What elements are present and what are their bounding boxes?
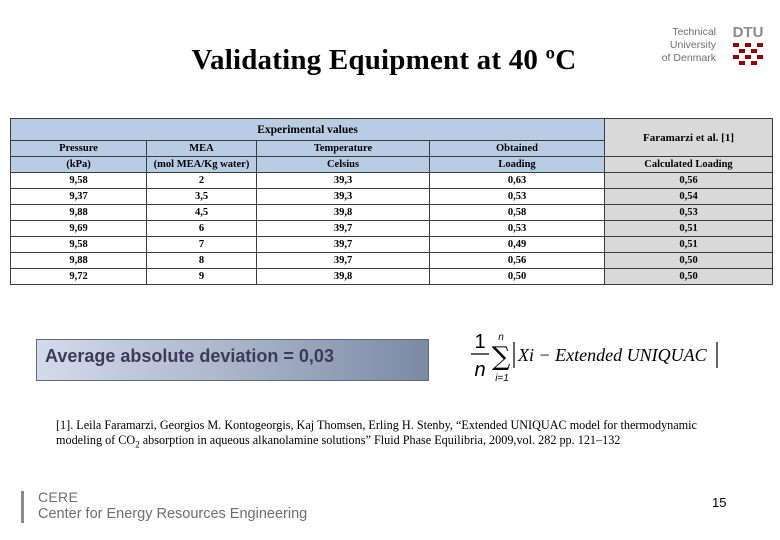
table-cell: 0,51 — [605, 221, 773, 237]
table-cell: 39,3 — [257, 173, 430, 189]
table-cell: 0,53 — [430, 221, 605, 237]
reference-part-a: [1]. Leila Faramarzi, Georgios M. Kontogeorgis, Kaj Thomsen, Erling H. Stenby, “Extended UNIQUAC model for thermodynamic modeling of CO — [56, 418, 697, 447]
experimental-table — [10, 118, 772, 294]
table-cell: 3,5 — [147, 189, 257, 205]
dtu-logo — [628, 22, 768, 72]
table-row — [11, 269, 773, 285]
table-row — [11, 173, 773, 189]
aad-formula — [468, 326, 728, 390]
footer-org-short: CERE — [38, 489, 79, 505]
unit-pressure: (kPa) — [11, 157, 147, 173]
table-row — [11, 205, 773, 221]
table-cell: 0,63 — [430, 173, 605, 189]
formula-sum-icon: ∑ — [491, 342, 511, 372]
slide-title: Validating Equipment at 40 ºC — [191, 44, 577, 76]
reference-part-b: absorption in aqueous alkanolamine solutions” Fluid Phase Equilibria, 2009,vol. 282 pp. 121–132 — [139, 433, 621, 447]
table-cell: 0,50 — [430, 269, 605, 285]
formula-denominator: n — [474, 359, 486, 381]
logo-text — [628, 26, 716, 65]
logo-line-1: Technical University — [669, 26, 716, 51]
table-cell: 39,7 — [257, 221, 430, 237]
table-cell: 2 — [147, 173, 257, 189]
table-cell: 9 — [147, 269, 257, 285]
aad-box — [36, 339, 429, 381]
table-cell: 0,50 — [605, 253, 773, 269]
col-header-pressure: Pressure — [11, 141, 147, 157]
col-header-temperature: Temperature — [257, 141, 430, 157]
col-header-obtained: Obtained — [430, 141, 605, 157]
table-cell: 0,56 — [430, 253, 605, 269]
formula-sum-bottom: i=1 — [495, 373, 509, 384]
dtu-mark-icon — [730, 22, 766, 72]
unit-calculated: Calculated Loading — [605, 157, 773, 173]
table-cell: 9,69 — [11, 221, 147, 237]
table-row — [11, 189, 773, 205]
reference-header: Faramarzi et al. [1] — [605, 119, 773, 157]
logo-line-2: of Denmark — [661, 52, 716, 64]
table-cell: 9,37 — [11, 189, 147, 205]
table-cell: 9,58 — [11, 173, 147, 189]
data-table — [10, 118, 773, 285]
footer-divider — [21, 491, 24, 523]
table-cell: 39,7 — [257, 253, 430, 269]
unit-mea: (mol MEA/Kg water) — [147, 157, 257, 173]
table-cell: 9,72 — [11, 269, 147, 285]
table-cell: 9,88 — [11, 253, 147, 269]
footer-org-long: Center for Energy Resources Engineering — [38, 506, 308, 522]
table-cell: 9,88 — [11, 205, 147, 221]
group-header: Experimental values — [11, 119, 605, 141]
aad-label: Average absolute deviation = 0,03 — [45, 346, 334, 366]
table-cell: 8 — [147, 253, 257, 269]
table-cell: 0,50 — [605, 269, 773, 285]
dtu-mark-text: DTU — [732, 24, 764, 41]
table-cell: 7 — [147, 237, 257, 253]
table-cell: 0,49 — [430, 237, 605, 253]
table-cell: 0,54 — [605, 189, 773, 205]
table-cell: 0,53 — [430, 189, 605, 205]
table-cell: 39,8 — [257, 205, 430, 221]
table-row — [11, 237, 773, 253]
table-cell: 0,56 — [605, 173, 773, 189]
col-header-mea: MEA — [147, 141, 257, 157]
table-cell: 4,5 — [147, 205, 257, 221]
table-cell: 0,53 — [605, 205, 773, 221]
table-cell: 0,51 — [605, 237, 773, 253]
reference-text — [56, 418, 746, 452]
table-cell: 0,58 — [430, 205, 605, 221]
table-cell: 39,7 — [257, 237, 430, 253]
table-row — [11, 253, 773, 269]
table-cell: 9,58 — [11, 237, 147, 253]
table-row — [11, 221, 773, 237]
page-number: 15 — [712, 495, 727, 510]
formula-numerator: 1 — [474, 331, 486, 353]
formula-sum-top: n — [498, 332, 504, 343]
reference-subscript: 2 — [135, 439, 140, 450]
unit-temperature: Celsius — [257, 157, 430, 173]
table-cell: 39,8 — [257, 269, 430, 285]
unit-obtained: Loading — [430, 157, 605, 173]
table-cell: 39,3 — [257, 189, 430, 205]
formula-body: Xi − Extended UNIQUAC — [518, 345, 707, 365]
table-body — [11, 173, 773, 285]
table-cell: 6 — [147, 221, 257, 237]
